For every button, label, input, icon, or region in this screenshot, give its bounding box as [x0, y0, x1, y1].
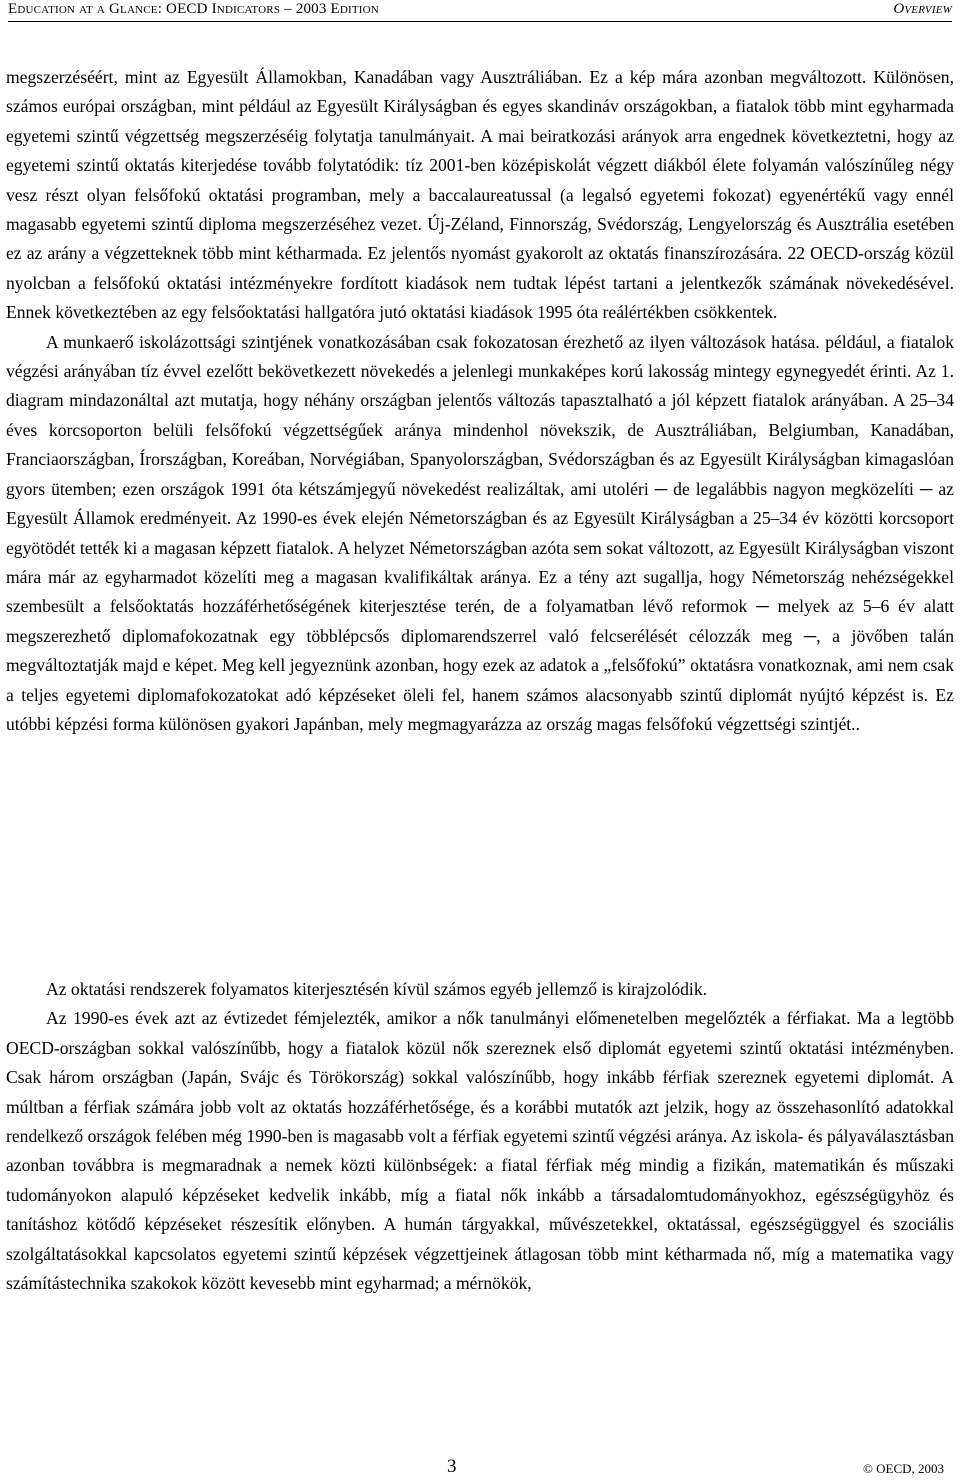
text-block-top — [6, 63, 954, 739]
header-title: Education at a Glance: OECD Indicators – 2003 Edition — [8, 1, 379, 17]
paragraph: Az oktatási rendszerek folyamatos kiterjesztésén kívül számos egyéb jellemző is kirajzolódik. — [46, 979, 708, 999]
paragraph: megszerzéséért, mint az Egyesült Államokban, Kanadában vagy Ausztráliában. Ez a kép mára azonban megváltozott. Különösen, számos európai országban, mint például az Egyesült Királyságban és egyes skandináv országokban, a fiatalok több mint egyharmada egyetemi szintű végzettség megszerzéséig folytatja tanulmányait. A mai beiratkozási arányok arra engednek következtetni, hogy az egyetemi szintű oktatás kiterjedése tovább folytatódik: tíz 2001-ben középiskolát végzett diákból élete folyamán valószínűleg négy vesz részt olyan felsőfokú oktatási programban, mely a baccalaureatussal (a legalsó egyetemi fokozat) egyenértékű vagy ennél magasabb egyetemi szintű diploma megszerzéséhez vezet. Új-Zéland, Finnország, Svédország, Lengyelország és Ausztrália esetében ez az arány a végzetteknek több mint kétharmada. Ez jelentős nyomást gyakorolt az oktatás finanszírozására. 22 OECD-ország közül nyolcban a felsőfokú oktatási intézményekre fordított kiadások nem tudtak lépést tartani a jelentkezők számának növekedésével. Ennek következtében az egy felsőoktatási hallgatóra jutó oktatási kiadások 1995 óta reálértékben csökkentek. — [6, 67, 954, 323]
header-section: Overview — [893, 1, 952, 17]
page-number: 3 — [447, 1456, 457, 1477]
paragraph: A munkaerő iskolázottsági szintjének vonatkozásában csak fokozatosan érezhető az ilyen változások hatása. például, a fiatalok végzési arányában tíz évvel ezelőtt bekövetkezett növekedés a jelenlegi munkaképes korú lakosság mintegy egynegyedét érinti. Az 1. diagram mindazonáltal azt mutatja, hogy néhány országban jelentős változás tapasztalható a jól képzett fiatalok arányában. A 25–34 éves korcsoporton belüli felsőfokú végzettségűek aránya mindenhol növekszik, de Ausztráliában, Belgiumban, Kanadában, Franciaországban, Írországban, Koreában, Norvégiában, Spanyolországban, Svédországban és az Egyesült Királyságban kimagaslóan gyors ütemben; ezen országok 1991 óta kétszámjegyű növekedést realizáltak, ami utoléri ─ de legalábbis nagyon megközelíti ─ az Egyesült Államok eredményeit. Az 1990-es évek elején Németországban és az Egyesült Királyságban a 25–34 év közötti korcsoport egyötödét tették ki a magasan képzett fiatalok. A helyzet Németországban azóta sem sokat változott, az Egyesült Királyságban viszont mára már az egyharmadot közelíti meg a magasan kvalifikáltak aránya. Ez a tény azt sugallja, hogy Németország nehézségekkel szembesült a felsőoktatás hozzáférhetőségének kiterjesztése terén, de a folyamatban lévő reformok ─ melyek az 5–6 év alatt megszerezhető diplomafokozatnak egy többlépcsős diplomarendszerrel való felcserélését célozzák meg ─, a jövőben talán megváltoztatják majd e képet. Meg kell jegyeznünk azonban, hogy ezek az adatok a „felsőfokú” oktatásra vonatkoznak, ami nem csak a teljes egyetemi diplomafokozatokat adó képzéseket öleli fel, hanem számos alacsonyabb szintű diplomát nyújtó képzést is. Ez utóbbi képzési forma különösen gyakori Japánban, mely megmagyarázza az ország magas felsőfokú végzettségi szintjét.. — [6, 331, 954, 734]
running-header — [8, 0, 952, 22]
text-block-bottom — [6, 975, 954, 1298]
paragraph: Az 1990-es évek azt az évtizedet fémjelezték, amikor a nők tanulmányi előmenetelben megelőzték a férfiakat. Ma a legtöbb OECD-országban sokkal valószínűbb, hogy a fiatalok közül nők szereznek első diplomát egyetemi szintű oktatási intézményben. Csak három országban (Japán, Svájc és Törökország) sokkal valószínűbb, hogy inkább férfiak szereznek egyetemi diplomát. A múltban a férfiak számára jobb volt az oktatás hozzáférhetősége, és a korábbi mutatók azt jelzik, hogy az összehasonlító adatokkal rendelkező országok felében még 1990-ben is magasabb volt a férfiak egyetemi szintű végzési aránya. Az iskola- és pályaválasztásban azonban továbbra is megmaradnak a nemek közti különbségek: a fiatal férfiak még mindig a fizikán, matematikán és műszaki tudományokon alapuló képzéseket kedvelik inkább, míg a fiatal nők inkább a társadalomtudományokhoz, egészségügyhöz és tanításhoz kötődő képzéseket részesítik előnyben. A humán tárgyakkal, művészetekkel, oktatással, egészségüggyel és szociális szolgáltatásokkal kapcsolatos egyetemi szintű képzések végzettjeinek átlagosan több mint kétharmada nő, míg a matematika vagy számítástechnika szakokok között kevesebb mint egyharmad; a mérnökök, — [6, 1008, 954, 1294]
copyright-notice: © OECD, 2003 — [862, 1461, 944, 1476]
